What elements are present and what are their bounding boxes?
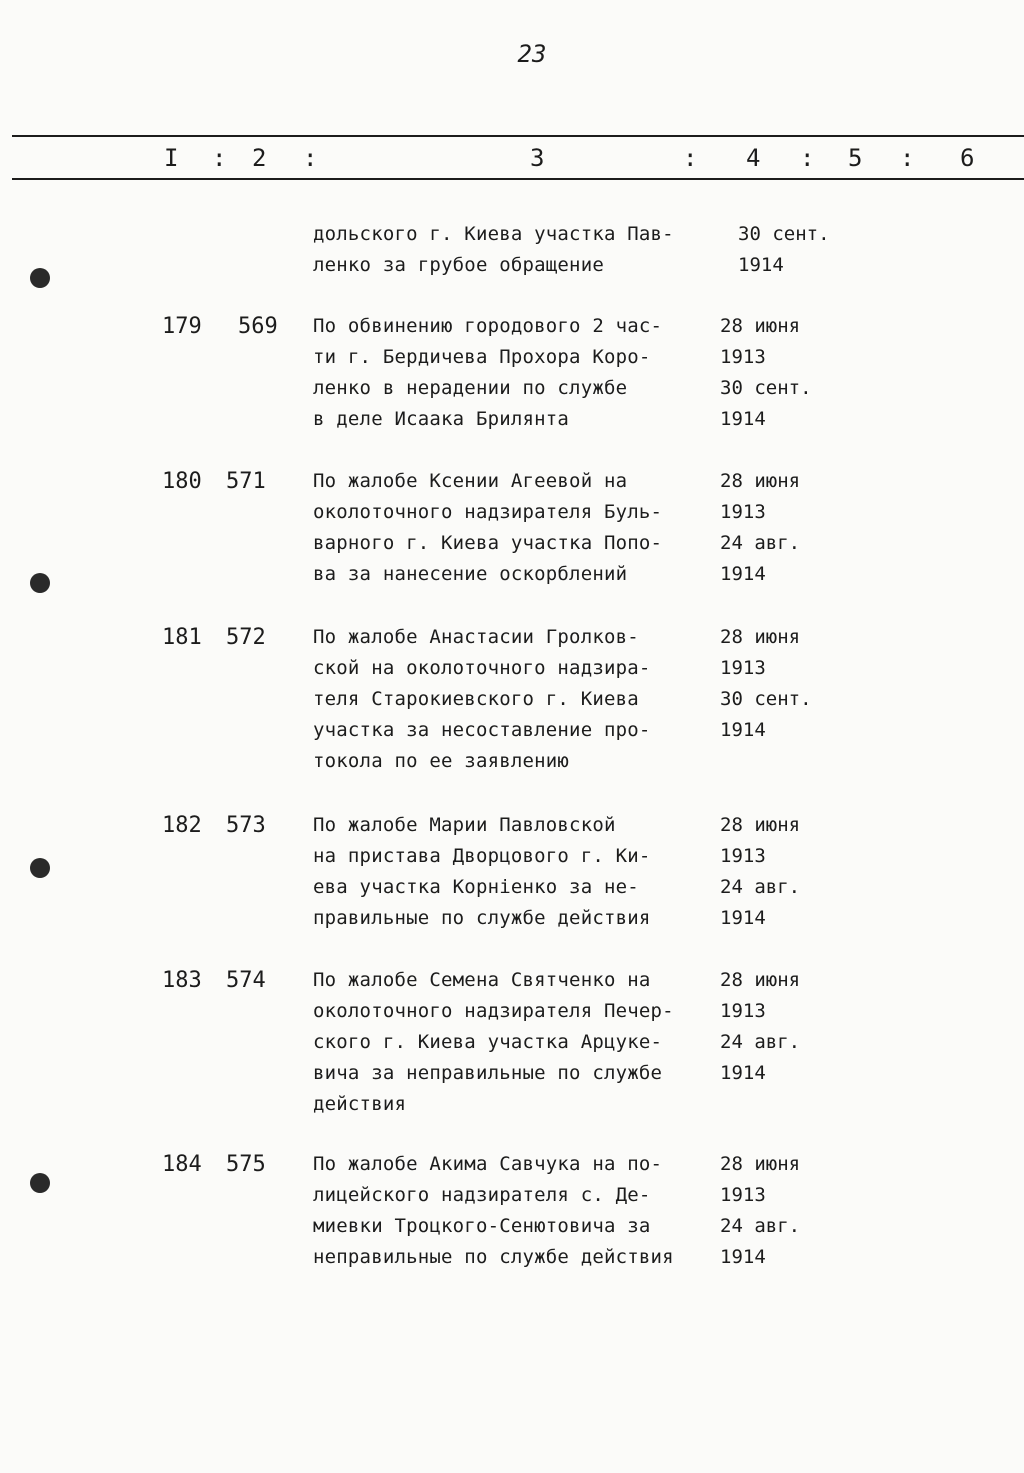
entry-fond-number: 574	[226, 968, 266, 993]
description-line: ева участка Корнiенко за не-	[313, 876, 639, 898]
entry-number: 180	[162, 469, 202, 494]
date-line: 1914	[720, 1062, 766, 1084]
page-number: 23	[517, 40, 547, 68]
description-line: По жалобе Акима Савчука на по-	[313, 1153, 663, 1175]
description-line: участка за несоставление про-	[313, 719, 651, 741]
date-line: 1913	[720, 346, 766, 368]
entry-description	[313, 466, 718, 590]
description-line: ти г. Бердичева Прохора Коро-	[313, 346, 651, 368]
description-line: вича за неправильные по службе	[313, 1062, 663, 1084]
entry-number: 182	[162, 813, 202, 838]
binding-hole-icon	[30, 1173, 50, 1193]
entry-dates	[720, 311, 840, 435]
date-line: 1914	[720, 408, 766, 430]
description-line: в деле Исаака Брилянта	[313, 408, 570, 430]
date-line: 30 сент.	[720, 377, 812, 399]
date-line: 1914	[720, 1246, 766, 1268]
description-line: токола по ее заявлению	[313, 750, 570, 772]
date-line: 30 сент.	[738, 223, 830, 245]
description-line: на пристава Дворцового г. Ки-	[313, 845, 651, 867]
description-line: правильные по службе действия	[313, 907, 651, 929]
description-line: ленко в нерадении по службе	[313, 377, 628, 399]
entry-fond-number: 572	[226, 625, 266, 650]
entry-number: 179	[162, 314, 202, 339]
date-line: 1914	[720, 719, 766, 741]
binding-hole-icon	[30, 858, 50, 878]
date-line: 1913	[720, 657, 766, 679]
date-line: 1913	[720, 1184, 766, 1206]
date-line: 1914	[720, 563, 766, 585]
header-bottom-rule	[12, 178, 1024, 180]
entry-number: 181	[162, 625, 202, 650]
header-separator: :	[683, 144, 698, 172]
description-line: околоточного надзирателя Буль-	[313, 501, 663, 523]
header-col-5: 5	[848, 144, 863, 172]
description-line: ской на околоточного надзира-	[313, 657, 651, 679]
date-line: 28 июня	[720, 814, 801, 836]
entry-fond-number: 573	[226, 813, 266, 838]
entry-dates	[720, 810, 840, 934]
date-line: 28 июня	[720, 626, 801, 648]
entry-number: 183	[162, 968, 202, 993]
entry-description	[313, 219, 718, 281]
header-top-rule	[12, 135, 1024, 137]
description-line: действия	[313, 1093, 407, 1115]
description-line: По жалобе Семена Святченко на	[313, 969, 651, 991]
description-line: лицейского надзирателя с. Де-	[313, 1184, 651, 1206]
date-line: 1913	[720, 501, 766, 523]
description-line: ва за нанесение оскорблений	[313, 563, 628, 585]
description-line: неправильные по службе действия	[313, 1246, 674, 1268]
date-line: 1913	[720, 1000, 766, 1022]
entry-dates	[720, 1149, 840, 1273]
binding-hole-icon	[30, 268, 50, 288]
date-line: 28 июня	[720, 1153, 801, 1175]
header-separator: :	[800, 144, 815, 172]
entry-dates	[720, 965, 840, 1089]
date-line: 1913	[720, 845, 766, 867]
description-line: околоточного надзирателя Печер-	[313, 1000, 674, 1022]
date-line: 24 авг.	[720, 1215, 801, 1237]
date-line: 24 авг.	[720, 876, 801, 898]
header-separator: :	[212, 144, 227, 172]
entry-description	[313, 810, 718, 934]
entry-fond-number: 575	[226, 1152, 266, 1177]
header-separator: :	[900, 144, 915, 172]
entry-description	[313, 965, 718, 1120]
binding-hole-icon	[30, 573, 50, 593]
entry-description	[313, 1149, 718, 1273]
entry-description	[313, 622, 718, 777]
header-col-6: 6	[960, 144, 975, 172]
entry-dates	[738, 219, 858, 281]
description-line: дольского г. Киева участка Пав-	[313, 223, 674, 245]
date-line: 28 июня	[720, 470, 801, 492]
entry-fond-number: 571	[226, 469, 266, 494]
entry-dates	[720, 466, 840, 590]
description-line: ленко за грубое обращение	[313, 254, 604, 276]
description-line: теля Старокиевского г. Киева	[313, 688, 639, 710]
description-line: По обвинению городового 2 час-	[313, 315, 663, 337]
date-line: 28 июня	[720, 969, 801, 991]
date-line: 24 авг.	[720, 1031, 801, 1053]
header-col-3: 3	[530, 144, 545, 172]
entry-number: 184	[162, 1152, 202, 1177]
date-line: 1914	[738, 254, 784, 276]
header-col-1: I	[164, 144, 179, 172]
date-line: 28 июня	[720, 315, 801, 337]
description-line: По жалобе Анастасии Гролков-	[313, 626, 639, 648]
description-line: По жалобе Ксении Агеевой на	[313, 470, 628, 492]
description-line: ского г. Киева участка Арцуке-	[313, 1031, 663, 1053]
date-line: 24 авг.	[720, 532, 801, 554]
date-line: 30 сент.	[720, 688, 812, 710]
header-col-4: 4	[746, 144, 761, 172]
description-line: варного г. Киева участка Попо-	[313, 532, 663, 554]
header-separator: :	[303, 144, 318, 172]
description-line: По жалобе Марии Павловской	[313, 814, 616, 836]
entry-fond-number: 569	[238, 314, 278, 339]
entry-dates	[720, 622, 840, 746]
entry-description	[313, 311, 718, 435]
date-line: 1914	[720, 907, 766, 929]
header-col-2: 2	[252, 144, 267, 172]
description-line: миевки Троцкого-Сенютовича за	[313, 1215, 651, 1237]
